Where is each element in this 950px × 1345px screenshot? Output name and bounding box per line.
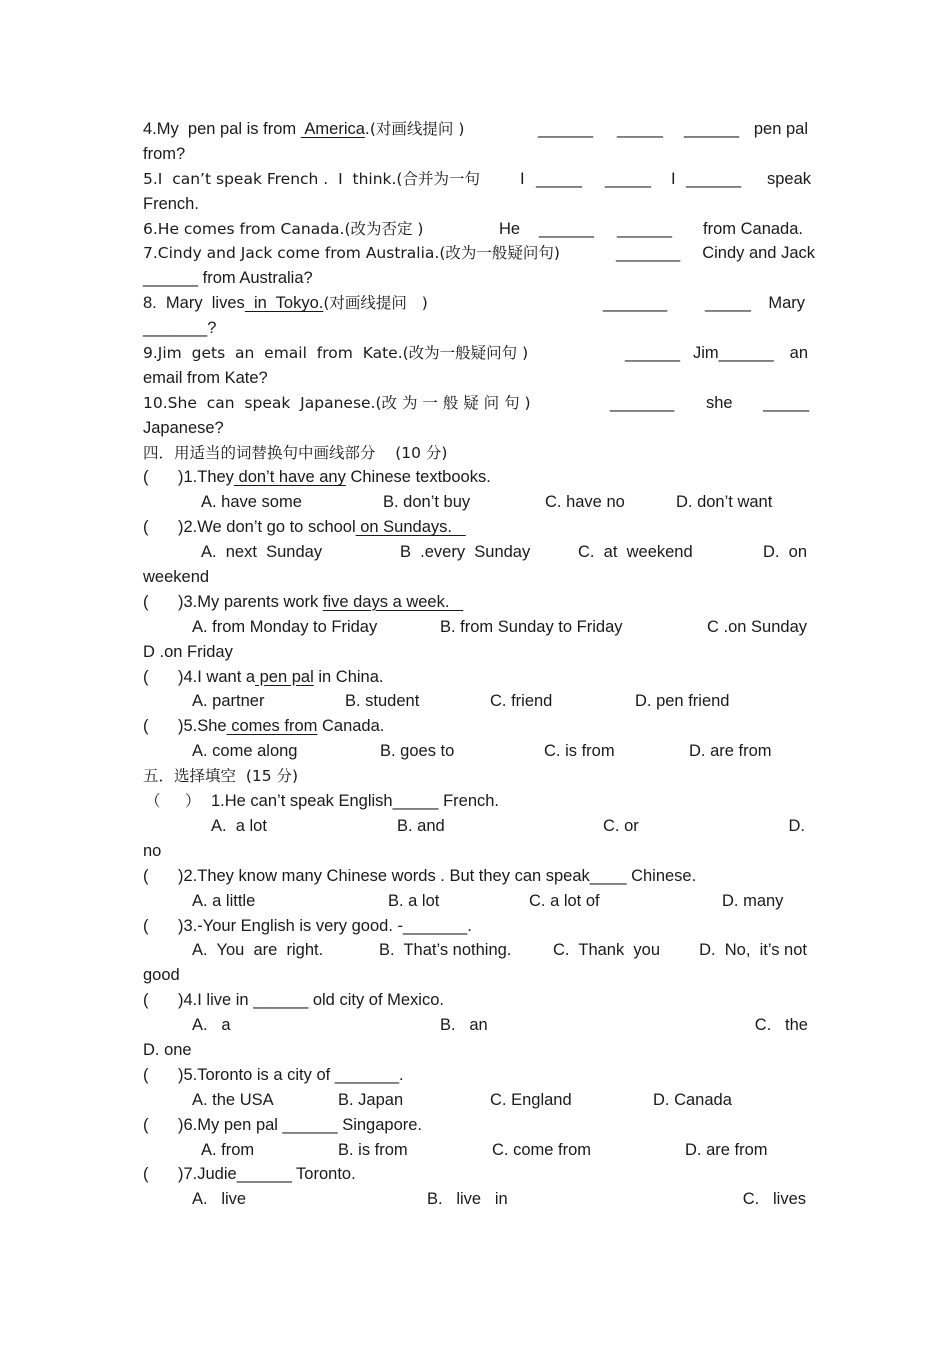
answer-paren: ( bbox=[143, 717, 149, 736]
answer-blank: _____ bbox=[605, 169, 651, 188]
question-continuation bbox=[143, 192, 815, 217]
answer-blank: ______ bbox=[686, 169, 742, 188]
answer-paren: （ bbox=[145, 792, 161, 811]
answer-paren: ( bbox=[143, 866, 149, 885]
question-text: )3.-Your English is very good. -_______. bbox=[178, 916, 472, 935]
answer-blank: _____ bbox=[536, 169, 582, 188]
option-a: A. You are right. bbox=[192, 941, 324, 960]
question-text: )6.My pen pal ______ Singapore. bbox=[178, 1115, 423, 1134]
question-text: )2.We don’t go to school on Sundays. bbox=[178, 518, 466, 537]
question-line bbox=[143, 590, 815, 615]
word: I bbox=[520, 169, 525, 188]
options-line bbox=[143, 1138, 815, 1163]
answer-paren: ( bbox=[143, 518, 149, 537]
option-c: C. the bbox=[754, 1016, 808, 1035]
question-line bbox=[143, 465, 815, 490]
answer-blank: ______ bbox=[617, 219, 673, 238]
question-text: )4.I want a pen pal in China. bbox=[178, 667, 384, 686]
question-line bbox=[143, 117, 815, 142]
options-line bbox=[143, 1013, 815, 1038]
section-heading-text: 四．用适当的词替换句中画线部分 (10 分) bbox=[143, 443, 448, 462]
question-text-end: Mary bbox=[768, 294, 805, 313]
option-d: D. one bbox=[143, 1040, 192, 1059]
answer-paren: ( bbox=[143, 592, 149, 611]
options-line bbox=[143, 889, 815, 914]
option-c: C. come from bbox=[492, 1140, 592, 1159]
question-continuation bbox=[143, 366, 815, 391]
option-c: C .on Sunday bbox=[707, 617, 807, 636]
options-line bbox=[143, 938, 815, 963]
answer-blank: _______ bbox=[610, 393, 675, 412]
option-b: B. That’s nothing. bbox=[379, 941, 512, 960]
option-a: A. a little bbox=[192, 891, 256, 910]
question-text: )5.Toronto is a city of _______. bbox=[178, 1065, 404, 1084]
answer-blank: ______ bbox=[538, 120, 594, 138]
question-text: 6.He comes from Canada.(改为否定 ) bbox=[143, 219, 424, 238]
answer-paren: ( bbox=[143, 1115, 149, 1134]
question-line bbox=[143, 864, 815, 889]
continuation-text: ______ from Australia? bbox=[143, 269, 313, 288]
question-continuation bbox=[143, 963, 815, 988]
answer-blank: ______ bbox=[684, 120, 740, 138]
question-continuation bbox=[143, 316, 815, 341]
underlined-phrase: five days a week. bbox=[322, 592, 464, 611]
question-line bbox=[143, 1162, 815, 1187]
question-continuation bbox=[143, 640, 815, 665]
section-heading bbox=[143, 441, 815, 466]
answer-paren: ( bbox=[143, 667, 149, 686]
underlined-phrase: comes from bbox=[226, 717, 318, 736]
question-continuation bbox=[143, 266, 815, 291]
option-b: B. and bbox=[397, 816, 445, 835]
word: I bbox=[671, 169, 676, 188]
question-line bbox=[143, 241, 815, 266]
continuation-text: French. bbox=[143, 194, 199, 213]
option-b: B. don’t buy bbox=[383, 493, 471, 512]
answer-paren-close: ） bbox=[185, 792, 201, 811]
answer-blank: ______ bbox=[625, 344, 681, 363]
option-d: D. Canada bbox=[653, 1090, 732, 1109]
word: she bbox=[706, 393, 733, 412]
option-c: C. at weekend bbox=[578, 543, 693, 562]
option-d: D. are from bbox=[685, 1140, 768, 1159]
word: He bbox=[499, 219, 521, 238]
continuation-text: good bbox=[143, 966, 180, 985]
question-line bbox=[143, 914, 815, 939]
answer-paren: ( bbox=[143, 916, 149, 935]
answer-paren: ( bbox=[143, 991, 149, 1010]
option-a: A. the USA bbox=[192, 1090, 274, 1109]
option-d: D .on Friday bbox=[143, 642, 233, 661]
option-a: A. from Monday to Friday bbox=[192, 617, 378, 636]
continuation-text: _______? bbox=[143, 319, 217, 338]
option-d: D. don’t want bbox=[676, 493, 773, 512]
question-continuation bbox=[143, 416, 815, 441]
question-text: 7.Cindy and Jack come from Australia.(改为一般疑问句) bbox=[143, 244, 560, 263]
option-c: C. England bbox=[490, 1090, 572, 1109]
underlined-phrase: on Sundays. bbox=[355, 518, 466, 537]
question-line bbox=[143, 341, 815, 366]
continuation-text: weekend bbox=[143, 568, 210, 587]
word: speak bbox=[766, 169, 811, 188]
option-c: C. have no bbox=[545, 493, 625, 512]
options-line bbox=[143, 1088, 815, 1113]
options-line bbox=[143, 814, 815, 839]
question-continuation bbox=[143, 142, 815, 167]
question-continuation bbox=[143, 565, 815, 590]
option-a: A. have some bbox=[201, 493, 302, 512]
question-line bbox=[143, 665, 815, 690]
section-heading bbox=[143, 764, 815, 789]
option-b: B. from Sunday to Friday bbox=[440, 617, 623, 636]
question-line bbox=[143, 789, 815, 814]
question-text: 10.She can speak Japanese.(改 为 一 般 疑 问 句 ) bbox=[143, 393, 531, 412]
option-d: D. No, it’s not bbox=[699, 941, 807, 960]
question-line bbox=[143, 167, 815, 192]
option-d: D. bbox=[788, 816, 805, 835]
question-line bbox=[143, 714, 815, 739]
option-c: C. friend bbox=[490, 692, 553, 711]
question-text: )4.I live in ______ old city of Mexico. bbox=[178, 991, 444, 1010]
option-b: B. Japan bbox=[338, 1090, 404, 1109]
question-text: 5.I can’t speak French . I think.(合并为一句 bbox=[143, 169, 480, 188]
answer-blank: _____ bbox=[617, 120, 663, 138]
continuation-text: no bbox=[143, 841, 162, 860]
options-line bbox=[143, 540, 815, 565]
question-line bbox=[143, 515, 815, 540]
question-text: 8. Mary lives in Tokyo.(对画线提问 ) bbox=[143, 294, 428, 313]
option-b: B. goes to bbox=[380, 742, 455, 761]
question-text: )3.My parents work five days a week. bbox=[178, 592, 464, 611]
option-c: C. lives bbox=[742, 1190, 806, 1209]
option-d: D. are from bbox=[689, 742, 772, 761]
option-a: A. a lot bbox=[211, 816, 267, 835]
option-a: A. partner bbox=[192, 692, 265, 711]
question-line bbox=[143, 391, 815, 416]
underlined-phrase: pen pal bbox=[255, 667, 314, 686]
answer-blank: ______ bbox=[539, 219, 595, 238]
question-line bbox=[143, 291, 815, 316]
question-text-end: an bbox=[789, 344, 808, 363]
question-line bbox=[143, 988, 815, 1013]
option-d: D. on bbox=[762, 543, 807, 562]
section-heading-text: 五．选择填空 (15 分) bbox=[143, 767, 299, 786]
question-line bbox=[143, 1063, 815, 1088]
question-line bbox=[143, 1113, 815, 1138]
question-text: )5.She comes from Canada. bbox=[178, 717, 385, 736]
underlined-phrase: in Tokyo. bbox=[244, 294, 324, 313]
options-line bbox=[143, 1187, 815, 1212]
question-text: )7.Judie______ Toronto. bbox=[178, 1165, 356, 1184]
answer-blank: _____ bbox=[763, 393, 809, 412]
option-b: B. is from bbox=[338, 1140, 408, 1159]
worksheet-page bbox=[143, 117, 815, 1212]
option-c: C. is from bbox=[544, 742, 615, 761]
option-a: A. next Sunday bbox=[201, 543, 323, 562]
option-b: B. student bbox=[345, 692, 420, 711]
answer-paren: ( bbox=[143, 468, 149, 487]
question-text-end: from Canada. bbox=[703, 219, 803, 238]
option-b: B. live in bbox=[427, 1190, 508, 1209]
options-line bbox=[143, 490, 815, 515]
question-continuation bbox=[143, 839, 815, 864]
option-b: B .every Sunday bbox=[400, 543, 531, 562]
option-d: D. many bbox=[722, 891, 784, 910]
option-b: B. an bbox=[440, 1016, 488, 1035]
continuation-text: Japanese? bbox=[143, 418, 224, 437]
option-c: C. Thank you bbox=[553, 941, 661, 960]
question-text: 4.My pen pal is from America.(对画线提问 ) bbox=[143, 120, 465, 138]
options-line bbox=[143, 739, 815, 764]
question-continuation bbox=[143, 1038, 815, 1063]
option-d: D. pen friend bbox=[635, 692, 730, 711]
option-a: A. from bbox=[201, 1140, 255, 1159]
answer-blank: _______ bbox=[603, 294, 668, 313]
option-a: A. come along bbox=[192, 742, 298, 761]
question-text: 1.He can’t speak English_____ French. bbox=[211, 792, 500, 811]
underlined-phrase: don’t have any bbox=[233, 468, 346, 487]
question-line bbox=[143, 217, 815, 242]
continuation-text: email from Kate? bbox=[143, 368, 268, 387]
question-text-mid: Jim______ bbox=[693, 344, 774, 363]
continuation-text: from? bbox=[143, 144, 186, 163]
question-text: )1.They don’t have any Chinese textbooks. bbox=[178, 468, 491, 487]
answer-blank: _______ bbox=[616, 244, 681, 263]
question-text-end: pen pal bbox=[753, 120, 808, 138]
options-line bbox=[143, 689, 815, 714]
option-a: A. a bbox=[192, 1016, 231, 1035]
options-line bbox=[143, 615, 815, 640]
option-b: B. a lot bbox=[388, 891, 440, 910]
question-text-end: Cindy and Jack bbox=[702, 244, 815, 263]
option-a: A. live bbox=[192, 1190, 247, 1209]
answer-paren: ( bbox=[143, 1065, 149, 1084]
underlined-phrase: America bbox=[300, 120, 365, 138]
answer-paren: ( bbox=[143, 1165, 149, 1184]
option-c: C. or bbox=[603, 816, 639, 835]
question-text: 9.Jim gets an email from Kate.(改为一般疑问句 ) bbox=[143, 344, 529, 363]
answer-blank: _____ bbox=[705, 294, 751, 313]
option-c: C. a lot of bbox=[529, 891, 600, 910]
question-text: )2.They know many Chinese words . But they can speak____ Chinese. bbox=[178, 866, 697, 885]
